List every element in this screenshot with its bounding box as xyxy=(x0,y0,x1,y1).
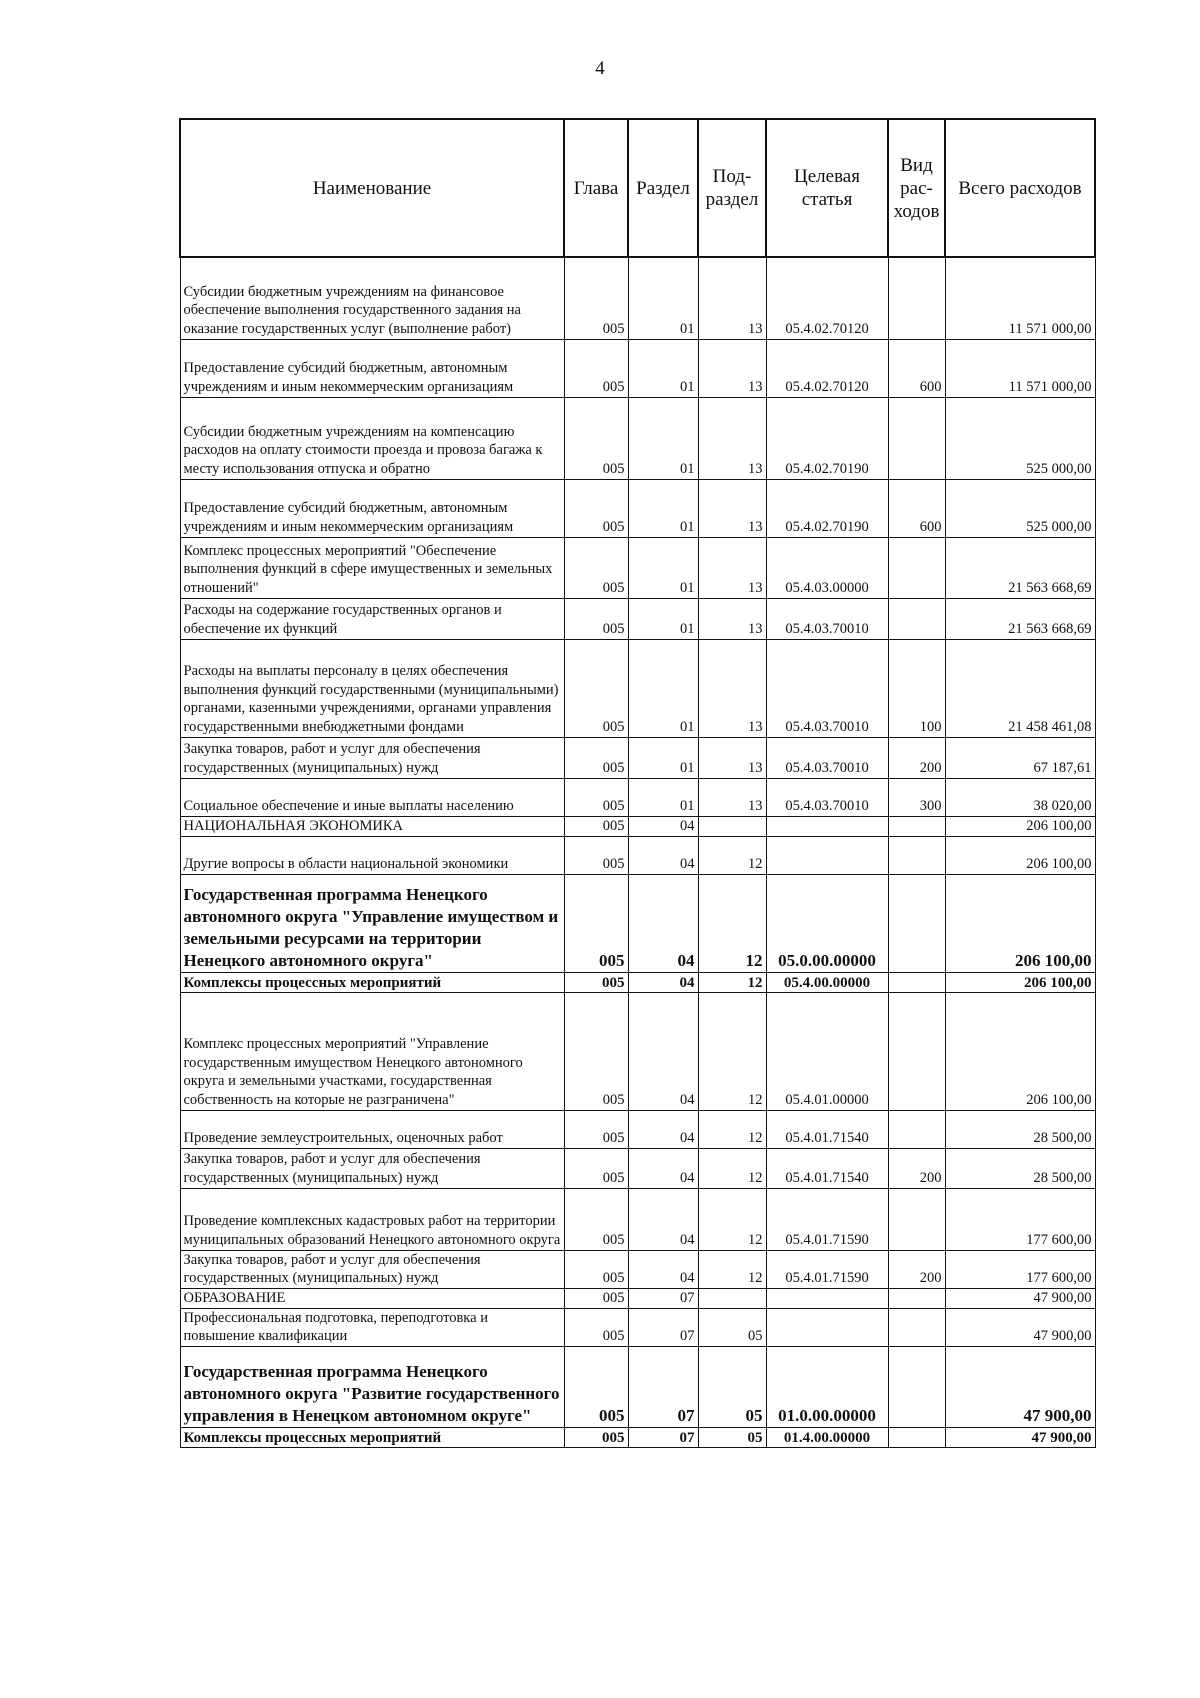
cell-kind: 200 xyxy=(888,1148,945,1188)
cell-subsection: 13 xyxy=(698,639,766,737)
cell-total: 206 100,00 xyxy=(945,836,1095,874)
cell-section: 01 xyxy=(628,339,698,397)
cell-chapter: 005 xyxy=(564,479,628,537)
cell-subsection: 13 xyxy=(698,479,766,537)
cell-total: 206 100,00 xyxy=(945,992,1095,1110)
cell-section: 04 xyxy=(628,816,698,836)
table-row xyxy=(180,257,1095,339)
table-header-row xyxy=(180,119,1095,257)
cell-section: 07 xyxy=(628,1427,698,1447)
cell-name: Предоставление субсидий бюджетным, автономным учреждениям и иным некоммерческим организациям xyxy=(180,339,564,397)
cell-chapter: 005 xyxy=(564,1308,628,1346)
cell-target: 05.4.01.71590 xyxy=(766,1188,888,1250)
table-row xyxy=(180,972,1095,992)
cell-chapter: 005 xyxy=(564,639,628,737)
cell-name: Предоставление субсидий бюджетным, автономным учреждениям и иным некоммерческим организациям xyxy=(180,479,564,537)
cell-kind xyxy=(888,816,945,836)
cell-subsection: 13 xyxy=(698,598,766,639)
cell-kind: 600 xyxy=(888,339,945,397)
cell-kind: 600 xyxy=(888,479,945,537)
cell-section: 07 xyxy=(628,1308,698,1346)
cell-chapter: 005 xyxy=(564,972,628,992)
cell-chapter: 005 xyxy=(564,1288,628,1308)
cell-name: Государственная программа Ненецкого автономного округа "Развитие государственного управления в Ненецком автономном округе" xyxy=(180,1346,564,1427)
cell-name: Закупка товаров, работ и услуг для обеспечения государственных (муниципальных) нужд xyxy=(180,737,564,778)
cell-kind xyxy=(888,1346,945,1427)
cell-subsection: 05 xyxy=(698,1308,766,1346)
table-row xyxy=(180,1110,1095,1148)
cell-name: Комплекс процессных мероприятий "Обеспечение выполнения функций в сфере имущественных и земельных отношений" xyxy=(180,537,564,598)
cell-target: 05.4.02.70190 xyxy=(766,479,888,537)
cell-target: 05.4.01.71590 xyxy=(766,1250,888,1288)
cell-subsection xyxy=(698,816,766,836)
cell-name: Проведение землеустроительных, оценочных работ xyxy=(180,1110,564,1148)
cell-chapter: 005 xyxy=(564,537,628,598)
table-row xyxy=(180,1288,1095,1308)
cell-total: 28 500,00 xyxy=(945,1110,1095,1148)
cell-subsection: 12 xyxy=(698,1188,766,1250)
cell-kind xyxy=(888,992,945,1110)
cell-kind xyxy=(888,1188,945,1250)
cell-target: 05.4.01.71540 xyxy=(766,1148,888,1188)
cell-chapter: 005 xyxy=(564,1188,628,1250)
cell-total: 28 500,00 xyxy=(945,1148,1095,1188)
cell-total: 177 600,00 xyxy=(945,1250,1095,1288)
cell-chapter: 005 xyxy=(564,1148,628,1188)
budget-table xyxy=(179,118,1096,1448)
cell-total: 525 000,00 xyxy=(945,397,1095,479)
cell-section: 04 xyxy=(628,1148,698,1188)
cell-chapter: 005 xyxy=(564,874,628,972)
table-row xyxy=(180,874,1095,972)
cell-total: 11 571 000,00 xyxy=(945,339,1095,397)
cell-section: 04 xyxy=(628,836,698,874)
cell-name: Закупка товаров, работ и услуг для обеспечения государственных (муниципальных) нужд xyxy=(180,1250,564,1288)
table-row xyxy=(180,1308,1095,1346)
header-chapter: Глава xyxy=(564,119,628,257)
cell-kind: 200 xyxy=(888,737,945,778)
cell-total: 21 563 668,69 xyxy=(945,537,1095,598)
cell-chapter: 005 xyxy=(564,816,628,836)
cell-total: 206 100,00 xyxy=(945,874,1095,972)
cell-total: 47 900,00 xyxy=(945,1308,1095,1346)
cell-name: Государственная программа Ненецкого автономного округа "Управление имуществом и земельными ресурсами на территории Ненецкого автономного округа" xyxy=(180,874,564,972)
cell-subsection: 13 xyxy=(698,397,766,479)
cell-total: 47 900,00 xyxy=(945,1288,1095,1308)
cell-total: 67 187,61 xyxy=(945,737,1095,778)
cell-name: Расходы на содержание государственных органов и обеспечение их функций xyxy=(180,598,564,639)
table-row xyxy=(180,397,1095,479)
cell-chapter: 005 xyxy=(564,1346,628,1427)
cell-kind xyxy=(888,537,945,598)
cell-subsection: 12 xyxy=(698,972,766,992)
cell-chapter: 005 xyxy=(564,1427,628,1447)
cell-kind: 100 xyxy=(888,639,945,737)
cell-kind: 300 xyxy=(888,778,945,816)
cell-section: 01 xyxy=(628,537,698,598)
cell-kind: 200 xyxy=(888,1250,945,1288)
cell-target: 05.4.01.00000 xyxy=(766,992,888,1110)
cell-section: 04 xyxy=(628,1188,698,1250)
cell-target: 05.4.02.70120 xyxy=(766,257,888,339)
header-target: Целевая статья xyxy=(766,119,888,257)
cell-chapter: 005 xyxy=(564,778,628,816)
table-row xyxy=(180,778,1095,816)
cell-total: 47 900,00 xyxy=(945,1346,1095,1427)
table-row xyxy=(180,639,1095,737)
table-row xyxy=(180,339,1095,397)
cell-kind xyxy=(888,257,945,339)
cell-target: 05.4.02.70190 xyxy=(766,397,888,479)
cell-target: 05.4.00.00000 xyxy=(766,972,888,992)
cell-kind xyxy=(888,1308,945,1346)
cell-target xyxy=(766,1288,888,1308)
cell-kind xyxy=(888,1427,945,1447)
cell-target: 01.0.00.00000 xyxy=(766,1346,888,1427)
cell-name: Другие вопросы в области национальной экономики xyxy=(180,836,564,874)
cell-total: 525 000,00 xyxy=(945,479,1095,537)
cell-name: Социальное обеспечение и иные выплаты населению xyxy=(180,778,564,816)
cell-chapter: 005 xyxy=(564,257,628,339)
cell-name: Комплексы процессных мероприятий xyxy=(180,972,564,992)
table-row xyxy=(180,1250,1095,1288)
cell-chapter: 005 xyxy=(564,1250,628,1288)
header-subsection: Под- раздел xyxy=(698,119,766,257)
cell-name: Субсидии бюджетным учреждениям на компенсацию расходов на оплату стоимости проезда и провоза багажа к месту использования отпуска и обратно xyxy=(180,397,564,479)
cell-section: 04 xyxy=(628,1110,698,1148)
cell-chapter: 005 xyxy=(564,339,628,397)
cell-subsection: 12 xyxy=(698,992,766,1110)
cell-subsection: 13 xyxy=(698,257,766,339)
cell-subsection: 12 xyxy=(698,1148,766,1188)
cell-target: 05.4.03.00000 xyxy=(766,537,888,598)
cell-section: 04 xyxy=(628,992,698,1110)
cell-subsection: 12 xyxy=(698,1250,766,1288)
table-row xyxy=(180,737,1095,778)
cell-target: 05.0.00.00000 xyxy=(766,874,888,972)
cell-target: 05.4.03.70010 xyxy=(766,737,888,778)
table-row xyxy=(180,1427,1095,1447)
header-kind: Вид рас- ходов xyxy=(888,119,945,257)
cell-kind xyxy=(888,1288,945,1308)
cell-chapter: 005 xyxy=(564,397,628,479)
cell-total: 47 900,00 xyxy=(945,1427,1095,1447)
cell-total: 38 020,00 xyxy=(945,778,1095,816)
cell-target xyxy=(766,836,888,874)
cell-chapter: 005 xyxy=(564,836,628,874)
cell-section: 01 xyxy=(628,598,698,639)
cell-subsection: 12 xyxy=(698,874,766,972)
cell-section: 01 xyxy=(628,737,698,778)
cell-chapter: 005 xyxy=(564,992,628,1110)
cell-total: 206 100,00 xyxy=(945,816,1095,836)
cell-kind xyxy=(888,836,945,874)
table-row xyxy=(180,816,1095,836)
cell-name: Профессиональная подготовка, переподготовка и повышение квалификации xyxy=(180,1308,564,1346)
cell-total: 21 458 461,08 xyxy=(945,639,1095,737)
cell-subsection: 13 xyxy=(698,537,766,598)
cell-section: 01 xyxy=(628,778,698,816)
cell-chapter: 005 xyxy=(564,598,628,639)
cell-target: 05.4.03.70010 xyxy=(766,598,888,639)
cell-subsection: 13 xyxy=(698,778,766,816)
cell-name: НАЦИОНАЛЬНАЯ ЭКОНОМИКА xyxy=(180,816,564,836)
cell-total: 21 563 668,69 xyxy=(945,598,1095,639)
cell-subsection: 13 xyxy=(698,737,766,778)
cell-section: 01 xyxy=(628,479,698,537)
cell-chapter: 005 xyxy=(564,1110,628,1148)
cell-name: Проведение комплексных кадастровых работ на территории муниципальных образований Ненецкого автономного округа xyxy=(180,1188,564,1250)
table-row xyxy=(180,598,1095,639)
cell-name: Субсидии бюджетным учреждениям на финансовое обеспечение выполнения государственного задания на оказание государственных услуг (выполнение работ) xyxy=(180,257,564,339)
header-total: Всего расходов xyxy=(945,119,1095,257)
table-row xyxy=(180,1148,1095,1188)
cell-target: 05.4.01.71540 xyxy=(766,1110,888,1148)
cell-subsection: 12 xyxy=(698,836,766,874)
cell-target: 01.4.00.00000 xyxy=(766,1427,888,1447)
cell-subsection: 05 xyxy=(698,1346,766,1427)
cell-kind xyxy=(888,972,945,992)
cell-section: 01 xyxy=(628,397,698,479)
cell-subsection: 12 xyxy=(698,1110,766,1148)
cell-section: 07 xyxy=(628,1288,698,1308)
cell-section: 07 xyxy=(628,1346,698,1427)
cell-section: 01 xyxy=(628,257,698,339)
cell-target xyxy=(766,816,888,836)
cell-kind xyxy=(888,397,945,479)
cell-target: 05.4.03.70010 xyxy=(766,778,888,816)
table-row xyxy=(180,836,1095,874)
cell-name: Комплексы процессных мероприятий xyxy=(180,1427,564,1447)
cell-section: 01 xyxy=(628,639,698,737)
cell-name: Расходы на выплаты персоналу в целях обеспечения выполнения функций государственными (муниципальными) органами, казенными учреждениями, органами управления государственными внебюджетными фондами xyxy=(180,639,564,737)
table-row xyxy=(180,1188,1095,1250)
cell-kind xyxy=(888,598,945,639)
cell-subsection: 13 xyxy=(698,339,766,397)
cell-section: 04 xyxy=(628,1250,698,1288)
table-row xyxy=(180,992,1095,1110)
table-row xyxy=(180,1346,1095,1427)
cell-name: Комплекс процессных мероприятий "Управление государственным имуществом Ненецкого автономного округа и земельными участками, государственная собственность на которые не разграничена" xyxy=(180,992,564,1110)
page-number: 4 xyxy=(595,58,605,79)
cell-total: 11 571 000,00 xyxy=(945,257,1095,339)
cell-chapter: 005 xyxy=(564,737,628,778)
cell-section: 04 xyxy=(628,874,698,972)
cell-name: Закупка товаров, работ и услуг для обеспечения государственных (муниципальных) нужд xyxy=(180,1148,564,1188)
cell-subsection xyxy=(698,1288,766,1308)
cell-kind xyxy=(888,874,945,972)
cell-target: 05.4.02.70120 xyxy=(766,339,888,397)
cell-target xyxy=(766,1308,888,1346)
table-row xyxy=(180,537,1095,598)
table-row xyxy=(180,479,1095,537)
cell-name: ОБРАЗОВАНИЕ xyxy=(180,1288,564,1308)
cell-total: 206 100,00 xyxy=(945,972,1095,992)
cell-total: 177 600,00 xyxy=(945,1188,1095,1250)
header-section: Раздел xyxy=(628,119,698,257)
cell-kind xyxy=(888,1110,945,1148)
cell-subsection: 05 xyxy=(698,1427,766,1447)
cell-target: 05.4.03.70010 xyxy=(766,639,888,737)
cell-section: 04 xyxy=(628,972,698,992)
header-name: Наименование xyxy=(180,119,564,257)
